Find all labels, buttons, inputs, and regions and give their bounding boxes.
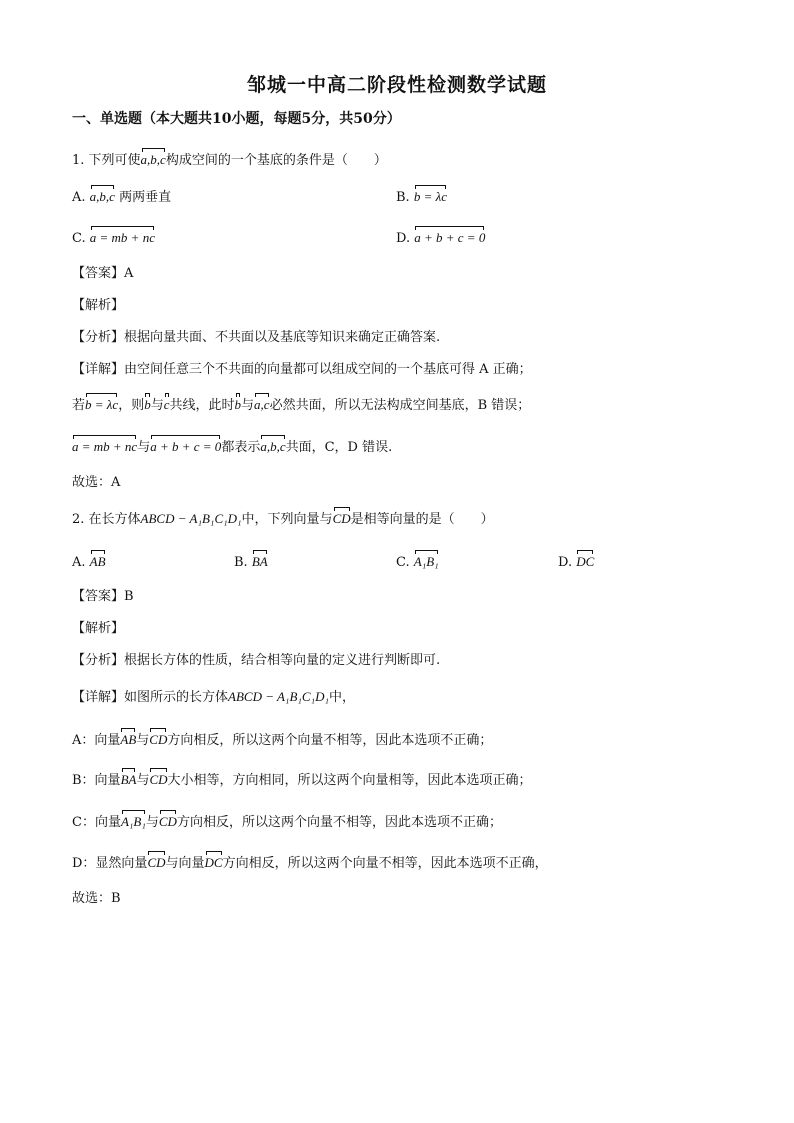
q2-fenxi: 【分析】根据长方体的性质，结合相等向量的定义进行判断即可. bbox=[72, 653, 441, 668]
q1-xiangjie: 【详解】由空间任意三个不共面的向量都可以组成空间的一个基底可得 A 正确； bbox=[72, 362, 532, 377]
q1-stem: 1. 下列可使a,b,c构成空间的一个基底的条件是（ ） bbox=[72, 152, 387, 168]
q1-option-d: D. a + b + c = 0 bbox=[396, 230, 486, 246]
section-heading: 一、单选题（本大题共10小题，每题5分，共50分） bbox=[72, 111, 401, 127]
q1-explain-line3: a = mb + nc与a + b + c = 0都表示a,b,c共面，C，D 错误. bbox=[72, 439, 393, 455]
q2-conclusion: 故选：B bbox=[72, 891, 121, 906]
q2-option-b: B. BA bbox=[234, 554, 268, 570]
q2-explain-d: D：显然向量CD与向量DC方向相反，所以这两个向量不相等，因此本选项不正确， bbox=[72, 855, 548, 871]
q2-option-a: A. AB bbox=[72, 554, 106, 570]
q2-explain-c: C：向量A₁B₁与CD方向相反，所以这两个向量不相等，因此本选项不正确； bbox=[72, 814, 502, 830]
q1-answer: 【答案】A bbox=[72, 266, 134, 281]
q1-option-a: A. a,b,c 两两垂直 bbox=[72, 189, 172, 205]
q2-answer: 【答案】B bbox=[72, 589, 134, 604]
page-title: 邹城一中高二阶段性检测数学试题 bbox=[246, 74, 547, 96]
q2-option-d: D. DC bbox=[558, 554, 595, 570]
q1-analysis-label: 【解析】 bbox=[72, 298, 125, 313]
q2-option-c: C. A₁B₁ bbox=[396, 554, 439, 570]
q2-xiangjie: 【详解】如图所示的长方体ABCD − A₁B₁C₁D₁中， bbox=[72, 689, 356, 705]
q1-option-b: B. b = λc bbox=[396, 189, 448, 205]
q2-stem: 2. 在长方体ABCD − A₁B₁C₁D₁中，下列向量与CD是相等向量的是（ ） bbox=[72, 511, 494, 527]
q2-analysis-label: 【解析】 bbox=[72, 621, 125, 636]
q1-conclusion: 故选：A bbox=[72, 475, 121, 490]
q2-explain-a: A：向量AB与CD方向相反，所以这两个向量不相等，因此本选项不正确； bbox=[72, 732, 493, 748]
q1-option-c: C. a = mb + nc bbox=[72, 230, 155, 246]
q1-explain-line2: 若b = λc，则b与c共线，此时b与a,c必然共面，所以无法构成空间基底，B 错误； bbox=[72, 397, 531, 413]
q1-fenxi: 【分析】根据向量共面、不共面以及基底等知识来确定正确答案. bbox=[72, 330, 441, 345]
q1-stem-vars: a,b,c bbox=[140, 152, 166, 167]
q2-explain-b: B：向量BA与CD大小相等，方向相同，所以这两个向量相等，因此本选项正确； bbox=[72, 772, 532, 788]
